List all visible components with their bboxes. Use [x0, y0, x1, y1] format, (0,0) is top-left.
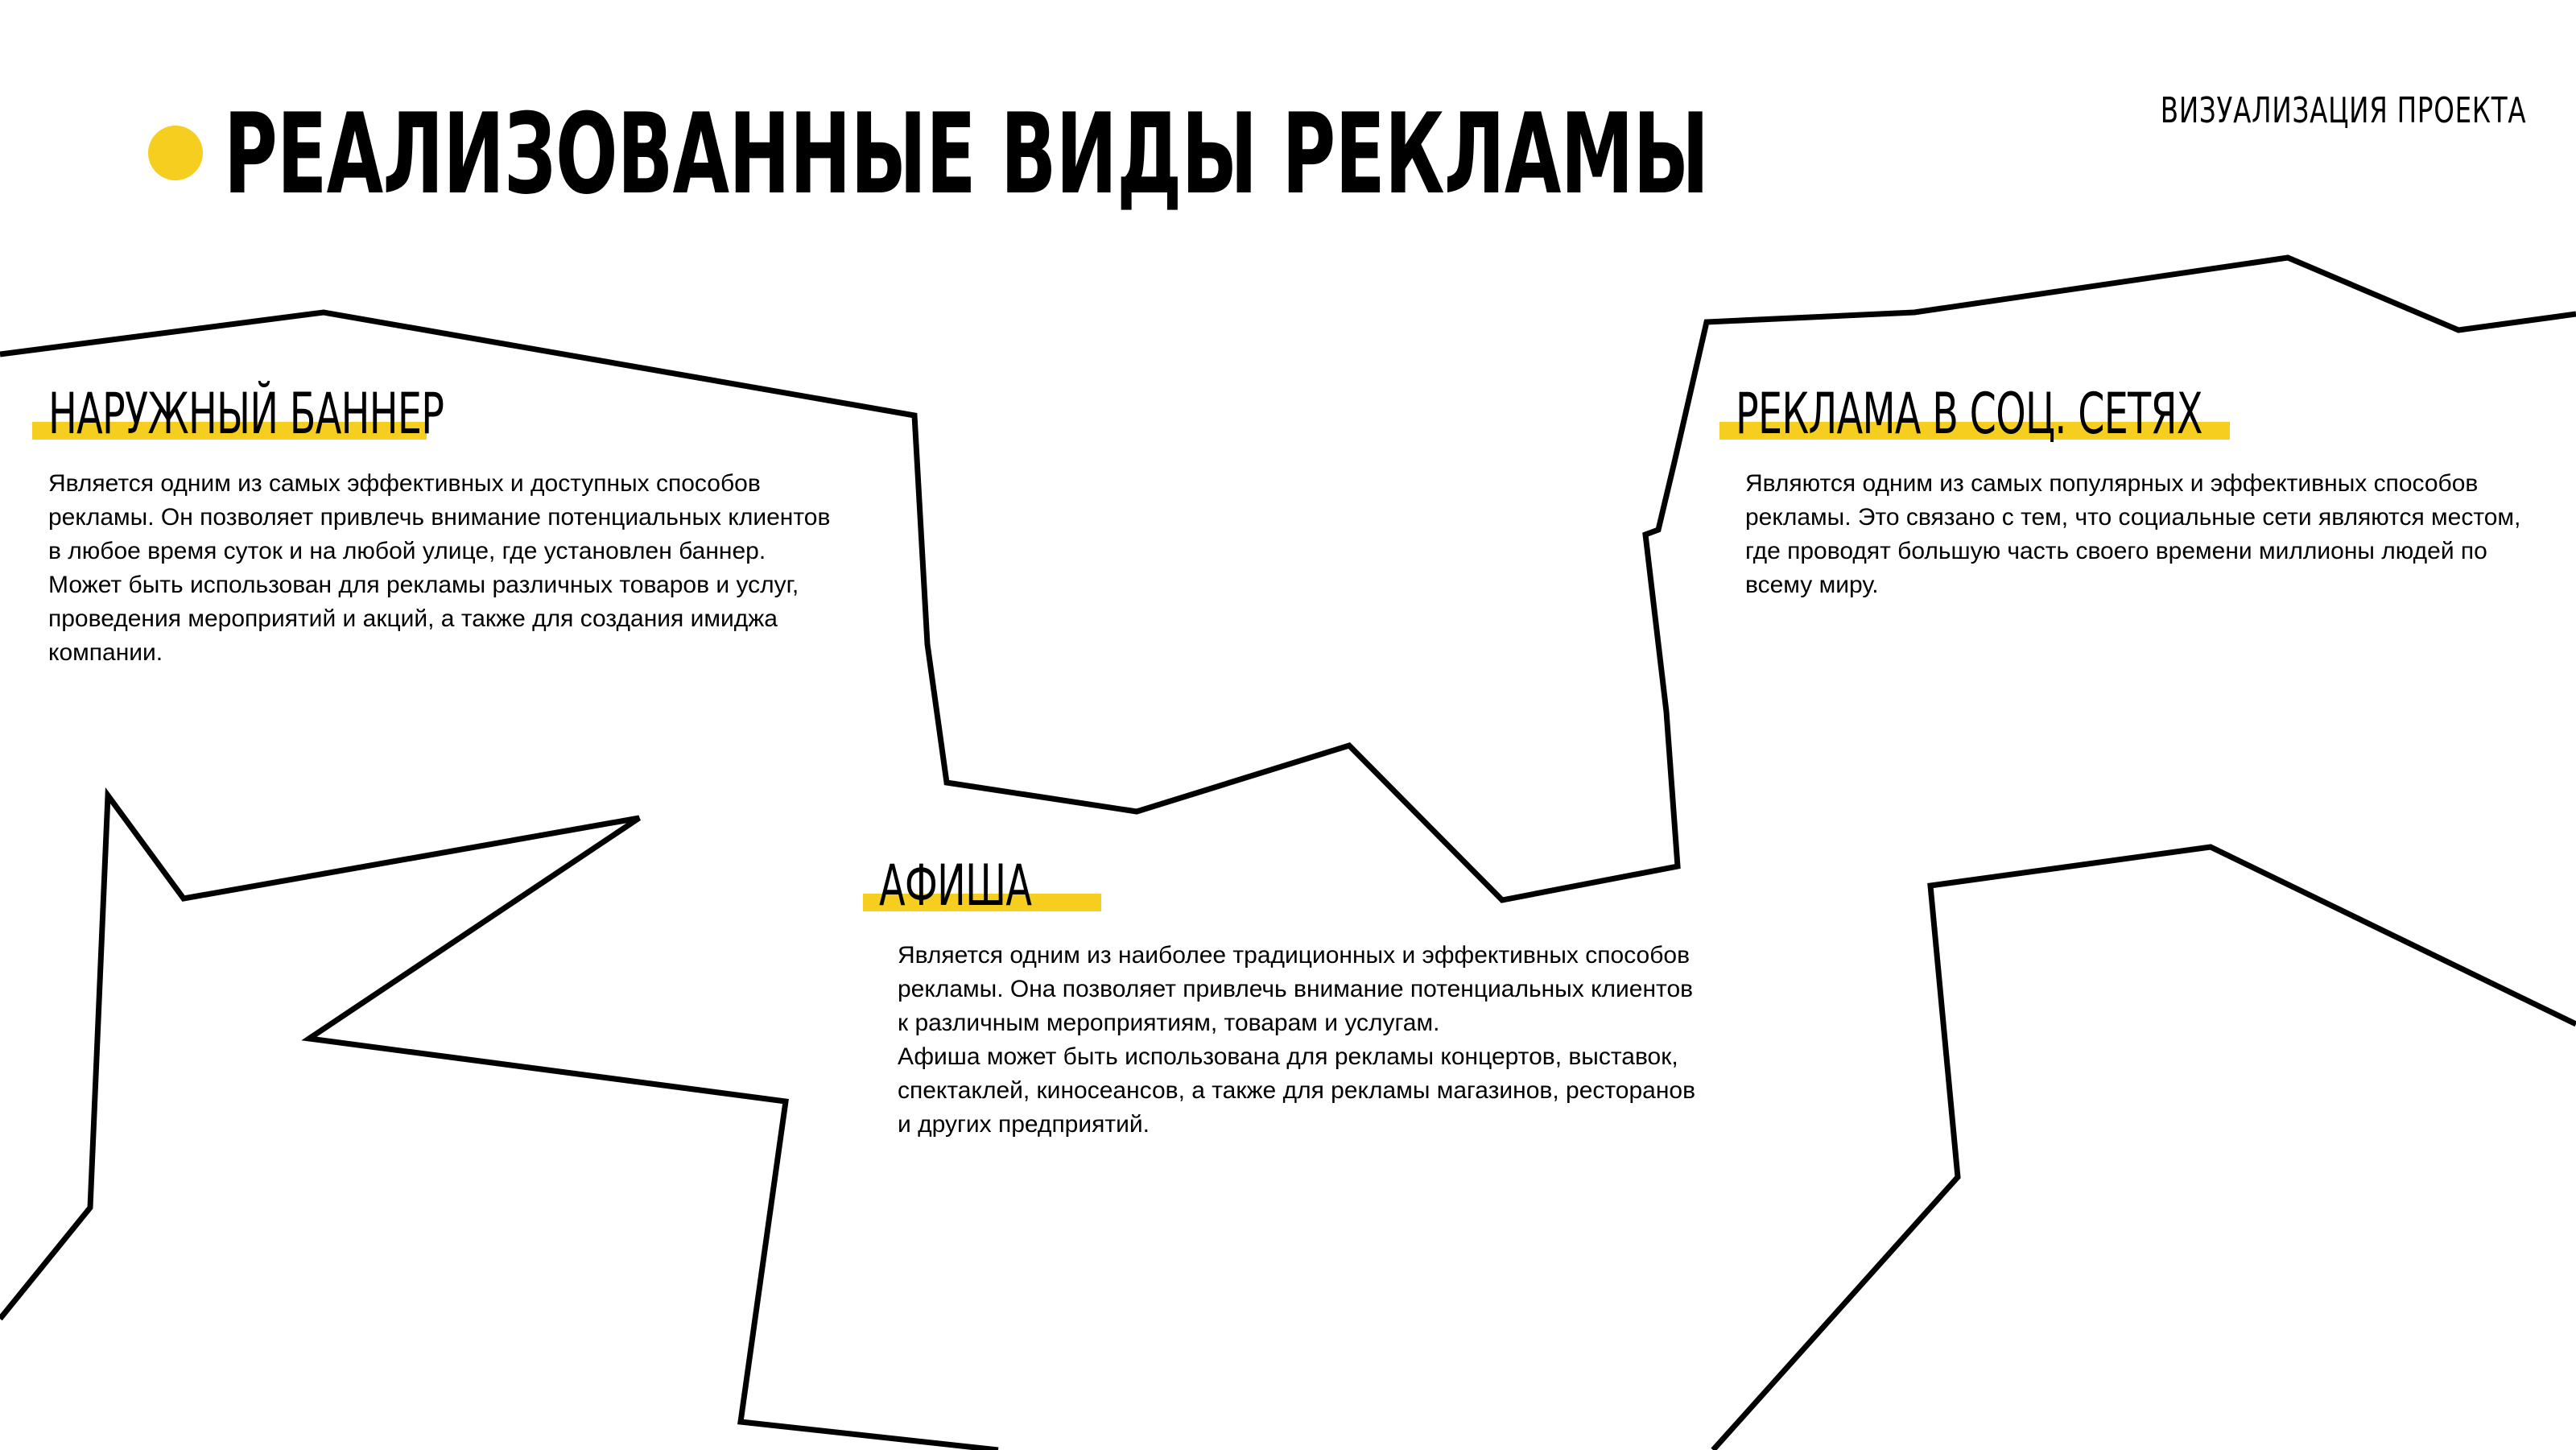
ad-type-social-media: [1719, 378, 2533, 602]
block-paragraph: Является одним из наиболее традиционных и эффективных способов рекламы. Она позволяет привлечь внимание потенциальных клиентов к различным мероприятиям, товарам и услугам.: [898, 942, 1694, 1036]
section-tag: ВИЗУАЛИЗАЦИЯ ПРОЕКТА: [2160, 90, 2526, 131]
ad-type-outdoor-banner: [32, 378, 837, 670]
outline-right-path: [1713, 847, 2576, 1450]
title-bullet-dot: [148, 126, 203, 180]
block-description: [48, 467, 837, 670]
ad-type-poster: [863, 850, 1700, 1142]
block-paragraph: Афиша может быть использована для рекламы концертов, выставок, спектаклей, киносеансов, а также для рекламы магазинов, ресторанов и других предприятий.: [898, 1043, 1696, 1138]
block-paragraph: Является одним из самых эффективных и доступных способов рекламы. Он позволяет привлечь внимание потенциальных клиентов в любое время суток и на любой улице, где установлен баннер.: [48, 470, 831, 564]
block-heading-text: РЕКЛАМА В СОЦ. СЕТЯХ: [1736, 381, 2202, 447]
block-heading: [1719, 378, 2533, 449]
block-paragraph: Являются одним из самых популярных и эффективных способов рекламы. Это связано с тем, что социальные сети являются местом, где проводят большую часть своего времени миллионы людей по всему миру.: [1745, 470, 2521, 598]
block-description: [1745, 467, 2530, 602]
outline-lower-path: [0, 795, 998, 1450]
block-heading: [32, 378, 837, 449]
block-heading-text: НАРУЖНЫЙ БАННЕР: [48, 381, 444, 447]
block-paragraph: Может быть использован для рекламы различных товаров и услуг, проведения мероприятий и акций, а также для создания имиджа компании.: [48, 572, 799, 666]
block-heading: [863, 850, 1700, 921]
block-heading-text: АФИША: [879, 853, 1032, 919]
block-description: [898, 939, 1703, 1142]
page-title: РЕАЛИЗОВАННЫЕ ВИДЫ РЕКЛАМЫ: [224, 89, 1709, 219]
